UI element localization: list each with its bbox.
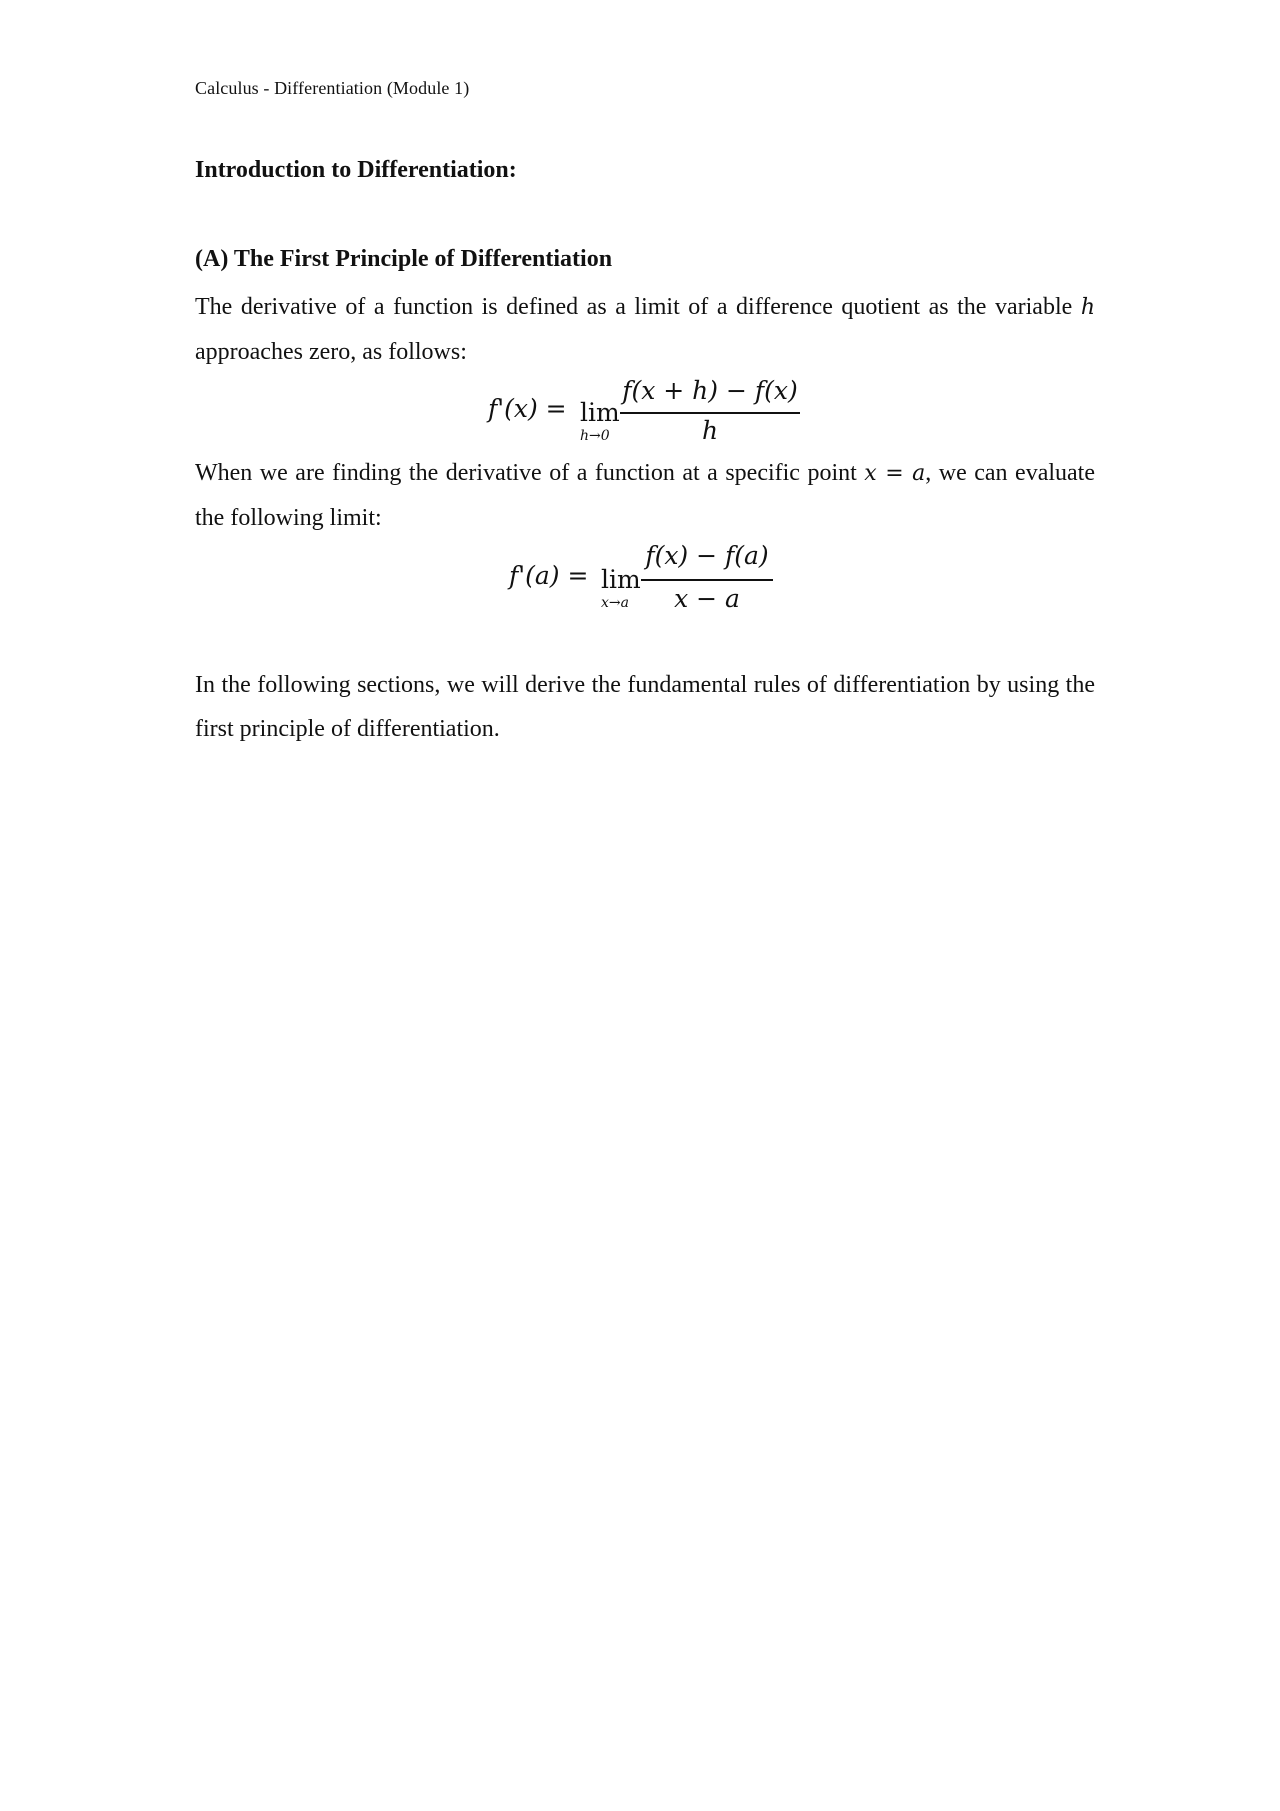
paragraph-text: , we can evaluate the following limit: <box>195 460 1095 531</box>
limit-subscript: h→0 <box>580 428 610 444</box>
fraction-numerator: f(x + h) − f(x) <box>622 376 798 405</box>
paragraph-specific-point <box>195 451 1095 540</box>
fraction-denominator: h <box>701 416 719 445</box>
paragraph-text: approaches zero, as follows: <box>195 339 467 365</box>
fraction-bar <box>641 579 773 581</box>
math-inline-x-equals-a: x = a <box>864 461 926 486</box>
limit-subscript: x→a <box>601 595 629 611</box>
paragraph-following-sections: In the following sections, we will derive the fundamental rules of differentiation by using the first principle of differentiation. <box>195 672 1095 742</box>
paragraph-text: When we are finding the derivative of a function at a specific point <box>195 460 865 486</box>
limit-operator: lim <box>580 398 620 427</box>
equation-derivative-at-point <box>509 541 789 611</box>
section-heading: (A) The First Principle of Differentiation <box>195 246 613 272</box>
equation-lhs: f'(x) = <box>488 394 567 423</box>
limit-operator: lim <box>601 565 641 594</box>
running-header: Calculus - Differentiation (Module 1) <box>195 78 470 98</box>
math-variable-h: h <box>1080 295 1095 320</box>
equation-first-principle <box>488 376 808 446</box>
paragraph-text: The derivative of a function is defined as a limit of a difference quotient as the variable <box>195 294 1081 320</box>
equation-lhs: f'(a) = <box>509 561 589 590</box>
fraction-numerator: f(x) − f(a) <box>645 541 769 570</box>
page-title: Introduction to Differentiation: <box>195 157 517 183</box>
paragraph-definition <box>195 285 1095 374</box>
fraction-denominator: x − a <box>674 584 740 613</box>
fraction-bar <box>620 412 800 414</box>
